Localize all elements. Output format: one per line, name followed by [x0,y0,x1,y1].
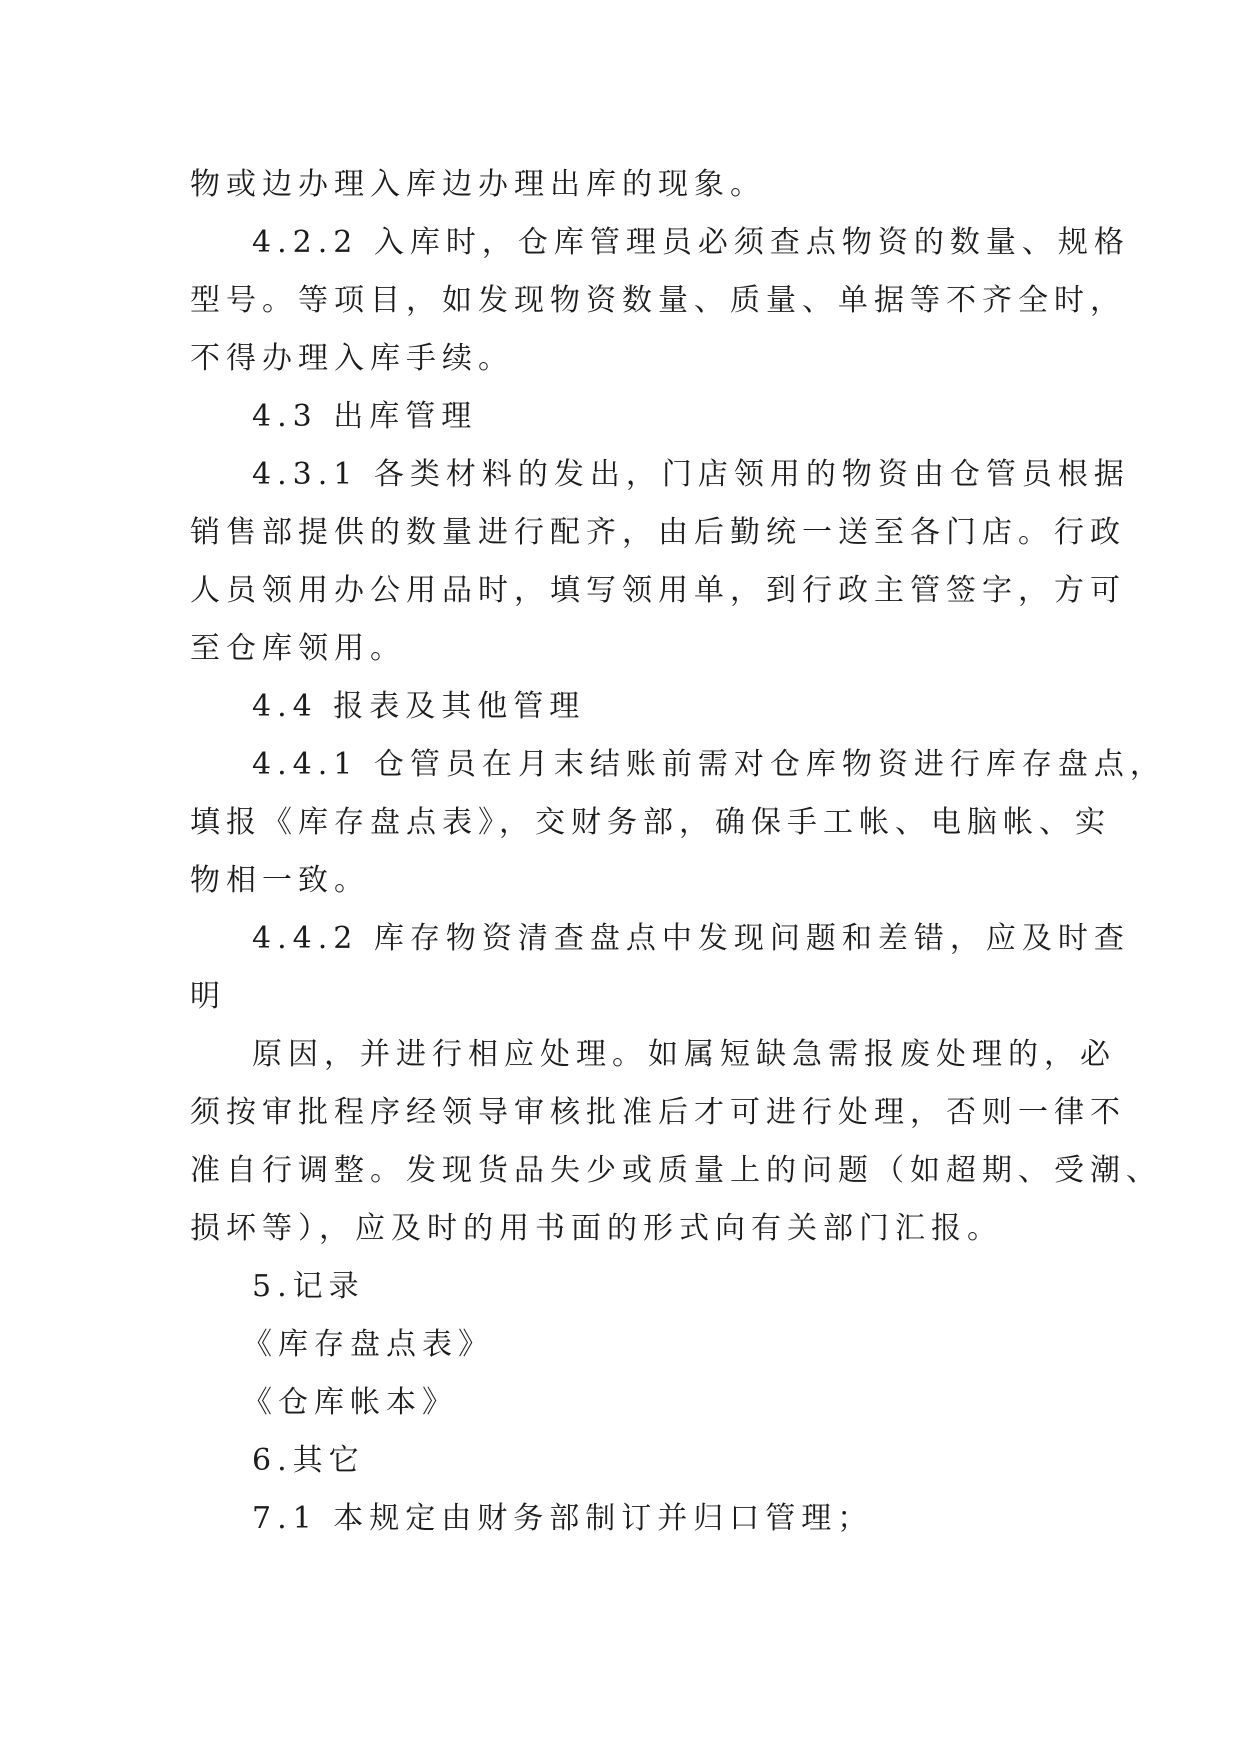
body-line: 准自行调整。发现货品失少或质量上的问题（如超期、受潮、 [190,1153,1162,1188]
body-line: 物相一致。 [190,863,370,898]
document-body [190,156,1166,1548]
body-line: 4.4.1 仓管员在月末结账前需对仓库物资进行库存盘点， [252,747,1166,782]
body-line: 物或边办理入库边办理出库的现象。 [190,167,766,202]
body-line: 填报《库存盘点表》，交财务部，确保手工帐、电脑帐、实 [190,805,1111,840]
section-heading-records: 5.记录 [252,1269,365,1304]
body-line: 7.1 本规定由财务部制订并归口管理； [252,1501,874,1536]
body-line: 人员领用办公用品时，填写领用单，到行政主管签字，方可 [190,573,1126,608]
section-heading-other: 6.其它 [252,1443,365,1478]
body-line: 型号。等项目，如发现物资数量、质量、单据等不齐全时， [190,283,1126,318]
body-line: 损坏等），应及时的用书面的形式向有关部门汇报。 [190,1211,1003,1246]
body-line: 至仓库领用。 [190,631,406,666]
section-heading-4-3: 4.3 出库管理 [252,399,478,434]
body-line: 4.2.2 入库时，仓库管理员必须查点物资的数量、规格 [252,225,1130,260]
body-line: 原因，并进行相应处理。如属短缺急需报废处理的，必 [252,1037,1116,1072]
body-line: 销售部提供的数量进行配齐，由后勤统一送至各门店。行政 [190,515,1126,550]
body-line: 4.3.1 各类材料的发出，门店领用的物资由仓管员根据 [252,457,1130,492]
body-line: 4.4.2 库存物资清查盘点中发现问题和差错，应及时查 [252,921,1130,956]
section-heading-4-4: 4.4 报表及其他管理 [252,689,586,724]
record-item: 《库存盘点表》 [242,1327,494,1362]
body-line: 明 [190,979,226,1014]
body-line: 须按审批程序经领导审核批准后才可进行处理，否则一律不 [190,1095,1126,1130]
record-item: 《仓库帐本》 [242,1385,458,1420]
body-line: 不得办理入库手续。 [190,341,514,376]
